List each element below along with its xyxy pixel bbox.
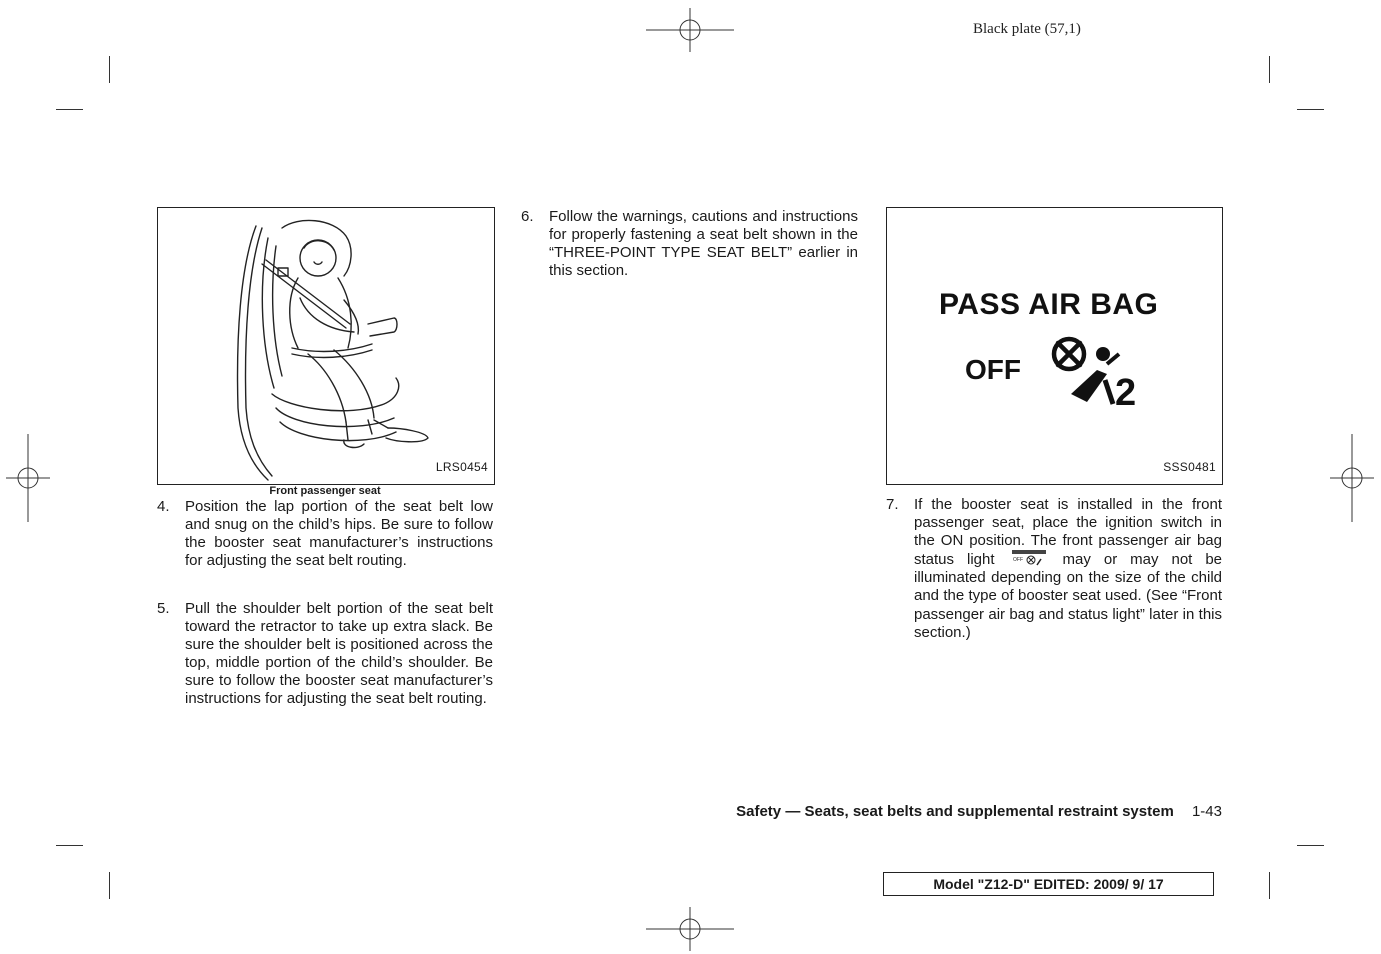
step-item [157, 498, 493, 570]
plate-label: Black plate (57,1) [973, 21, 1081, 37]
status-light-icon [1012, 550, 1046, 567]
figure-code: LRS0454 [435, 460, 488, 474]
model-edit-box: Model "Z12-D" EDITED: 2009/ 9/ 17 [883, 872, 1214, 896]
step-number: 4. [157, 498, 170, 515]
crop-mark [56, 845, 83, 846]
crop-mark [56, 109, 83, 110]
indicator-label-line1: PASS AIR BAG [939, 288, 1159, 321]
registration-mark-icon [646, 8, 734, 52]
child-in-booster-seat-illustration [158, 208, 494, 484]
indicator-label-line2: OFF [965, 354, 1021, 385]
step-text: may or may not be illuminated depending on the size of the child and the type of booster seat used. (See “Front passenger air bag and status light” later in this section.) [914, 551, 1223, 641]
svg-text:OFF: OFF [1012, 557, 1023, 564]
crop-mark [109, 872, 110, 899]
crop-mark [1269, 872, 1270, 899]
registration-mark-icon [1330, 434, 1374, 522]
step-item [521, 208, 858, 280]
page-footer [736, 803, 1222, 820]
step-number: 6. [521, 208, 534, 225]
step-text: Position the lap portion of the seat belt low and snug on the child’s hips. Be sure to follow the booster seat manufacturer’s instructions for adjusting the seat belt routing. [185, 498, 493, 570]
section-title: Safety — Seats, seat belts and supplemental restraint system [736, 803, 1174, 820]
booster-seat-figure [157, 207, 495, 485]
figure-code: SSS0481 [1163, 460, 1216, 474]
crop-mark [1269, 56, 1270, 83]
step-text: If the booster seat is installed in the front passenger seat, place the ignition switch in the ON position. The front passenger air bag status light [914, 496, 1222, 569]
page-number: 1-43 [1191, 803, 1222, 820]
step-text-block [914, 496, 1222, 642]
step-item [157, 600, 493, 709]
registration-mark-icon [6, 434, 50, 522]
registration-mark-icon [646, 907, 734, 951]
figure-caption: Front passenger seat [269, 485, 381, 497]
step-item [886, 496, 1222, 642]
crop-mark [109, 56, 110, 83]
step-text: Follow the warnings, cautions and instructions for properly fastening a seat belt shown in the “THREE-POINT TYPE SEAT BELT” earlier in this section. [549, 208, 858, 280]
indicator-number: 2 [1115, 372, 1137, 414]
crop-mark [1297, 109, 1324, 110]
step-text: Pull the shoulder belt portion of the seat belt toward the retractor to take up extra slack. Be sure the shoulder belt is positioned across the top, middle portion of the child’s shoulder. Be sure to follow the booster seat manufacturer’s instructions for adjusting the seat belt routing. [185, 600, 493, 708]
step-number: 7. [886, 496, 899, 513]
crop-mark [1297, 845, 1324, 846]
step-number: 5. [157, 600, 170, 617]
airbag-indicator-figure [886, 207, 1223, 485]
